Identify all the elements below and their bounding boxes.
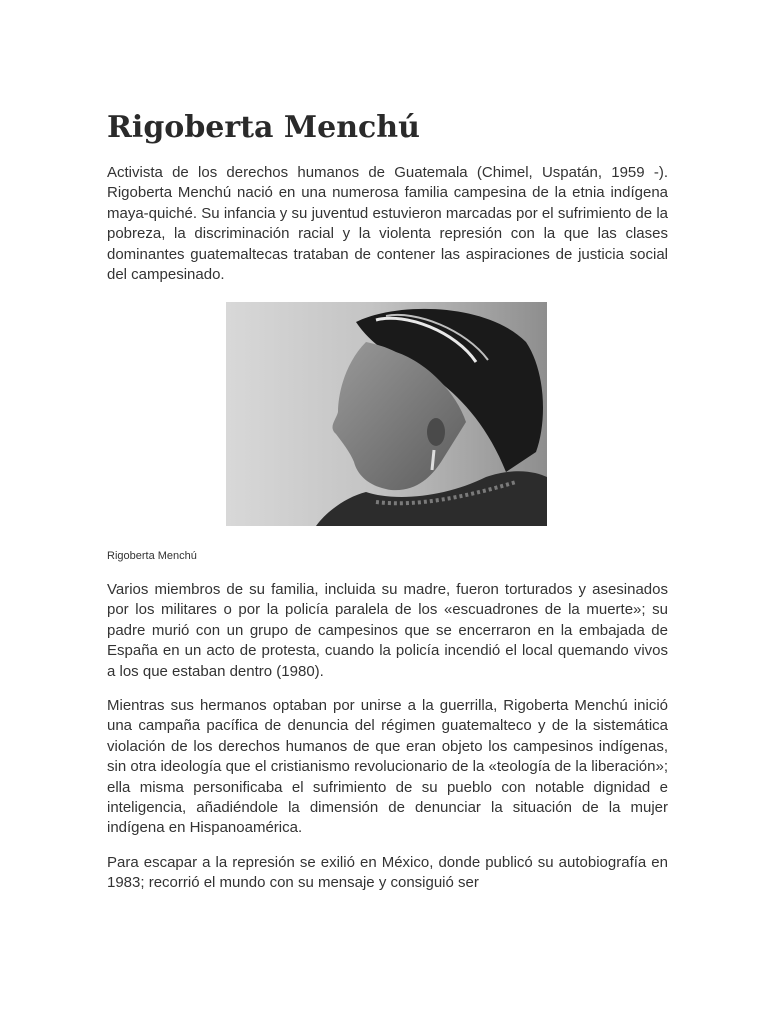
fourth-paragraph: Para escapar a la represión se exilió en México, donde publicó su autobiografía en 1983; recorrió el mundo con su mensaje y consiguió ser [107, 854, 668, 892]
second-paragraph: Varios miembros de su familia, incluida su madre, fueron torturados y asesinados por los militares o por la policía paralela de los «escuadrones de la muerte»; su padre murió con un grupo de campesinos que se encerraron en la embajada de España en un acto de protesta, cuando la policía incendió el local quemando vivos a los que estaban dentro (1980). [107, 581, 668, 680]
photo-caption: Rigoberta Menchú [107, 550, 197, 562]
third-paragraph: Mientras sus hermanos optaban por unirse a la guerrilla, Rigoberta Menchú inició una campaña pacífica de denuncia del régimen guatemalteco y de la sistemática violación de los derechos humanos de que eran objeto los campesinos indígenas, sin otra ideología que el cristianismo revolucionario de la «teología de la liberación»; ella misma personificaba el sufrimiento de su pueblo con notable dignidad e inteligencia, añadiéndole la dimensión de denunciar la situación de la mujer indígena en Hispanoamérica. [107, 697, 668, 837]
page-title: Rigoberta Menchú [107, 110, 420, 145]
portrait-photo [226, 302, 547, 526]
intro-paragraph: Activista de los derechos humanos de Guatemala (Chimel, Uspatán, 1959 -). Rigoberta Menchú nació en una numerosa familia campesina de la etnia indígena maya-quiché. Su infancia y su juventud estuvieron marcadas por el sufrimiento de la pobreza, la discriminación racial y la violenta represión con la que las clases dominantes guatemaltecas trataban de contener las aspiraciones de justicia social del campesinado. [107, 164, 668, 284]
